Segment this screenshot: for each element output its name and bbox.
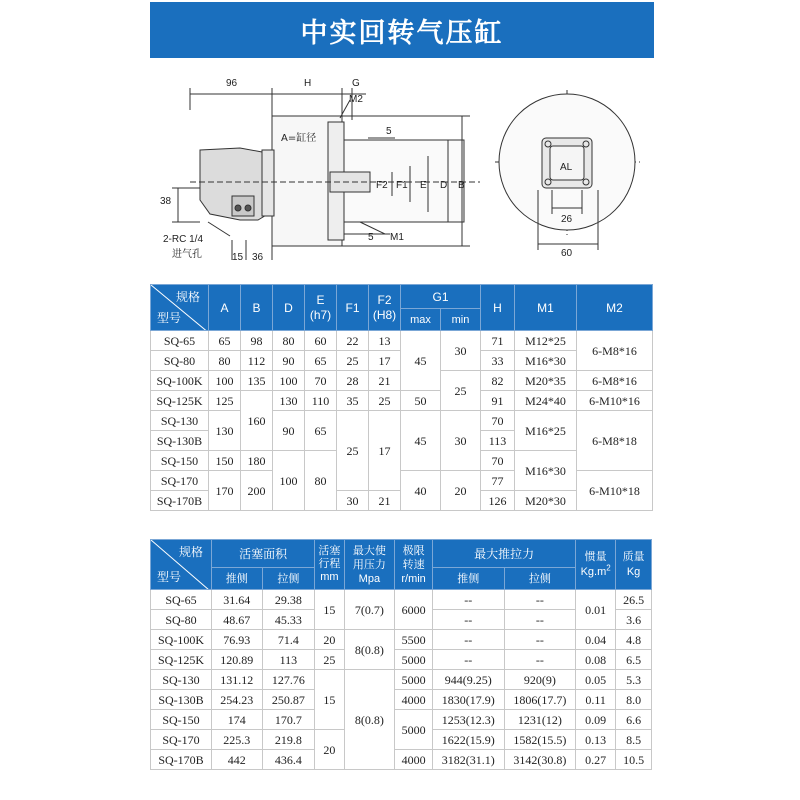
table-cell: 60: [305, 331, 337, 351]
table-cell: SQ-130: [151, 670, 212, 690]
table-cell: M16*30: [515, 451, 577, 491]
table-cell: SQ-80: [151, 351, 209, 371]
table-cell: 8.0: [616, 690, 652, 710]
table-cell: 15: [315, 670, 344, 730]
table-cell: M12*25: [515, 331, 577, 351]
table-cell: 5.3: [616, 670, 652, 690]
table-cell: --: [433, 590, 505, 610]
dim-36: 36: [252, 252, 264, 263]
table-cell: SQ-65: [151, 590, 212, 610]
table-cell: 70: [481, 411, 515, 431]
table-cell: 25: [369, 391, 401, 411]
table-cell: 30: [441, 331, 481, 371]
table-cell: 0.04: [576, 630, 616, 650]
table-cell: 110: [305, 391, 337, 411]
table-cell: --: [504, 650, 576, 670]
table-row: [151, 331, 653, 351]
col-G1-max: max: [401, 309, 441, 331]
table-cell: 76.93: [212, 630, 263, 650]
table-row: [151, 750, 652, 770]
table-cell: 80: [273, 331, 305, 351]
table-cell: 0.11: [576, 690, 616, 710]
table-cell: 1253(12.3): [433, 710, 505, 730]
table-cell: 48.67: [212, 610, 263, 630]
dim-M2: M2: [349, 94, 363, 105]
dim-D: D: [440, 180, 448, 191]
table-cell: 1231(12): [504, 710, 576, 730]
dim-96: 96: [226, 78, 238, 89]
table-cell: --: [433, 610, 505, 630]
table-cell: M20*30: [515, 491, 577, 511]
table2-corner: 规格 型号: [151, 540, 212, 590]
table-cell: 0.01: [576, 590, 616, 630]
table-row: [151, 411, 653, 431]
table-cell: 6-M10*16: [577, 391, 653, 411]
table-cell: SQ-170B: [151, 750, 212, 770]
col-M1: M1: [515, 285, 577, 331]
table-cell: 120.89: [212, 650, 263, 670]
table-cell: --: [433, 650, 505, 670]
table-cell: 33: [481, 351, 515, 371]
table-cell: --: [504, 590, 576, 610]
table-cell: 8(0.8): [344, 670, 395, 770]
table-cell: SQ-170: [151, 730, 212, 750]
table-cell: SQ-150: [151, 710, 212, 730]
table-cell: 442: [212, 750, 263, 770]
table-cell: 25: [337, 351, 369, 371]
dim-M1: M1: [390, 232, 404, 243]
col-G1-min: min: [441, 309, 481, 331]
table-row: [151, 710, 652, 730]
table-row: [151, 690, 652, 710]
table-cell: 225.3: [212, 730, 263, 750]
table-cell: 113: [262, 650, 315, 670]
table-cell: 40: [401, 471, 441, 511]
table-cell: 125: [209, 391, 241, 411]
table-cell: 126: [481, 491, 515, 511]
table-row: [151, 670, 652, 690]
table-cell: SQ-130B: [151, 690, 212, 710]
table-cell: 3182(31.1): [433, 750, 505, 770]
port-label: 2-RC 1/4: [163, 234, 204, 245]
table-cell: SQ-125K: [151, 650, 212, 670]
table-cell: 21: [369, 371, 401, 391]
table-cell: 4000: [395, 750, 433, 770]
col-area-pull: 拉侧: [262, 568, 315, 590]
table-cell: 127.76: [262, 670, 315, 690]
col-speed: 极限 转速 r/min: [395, 540, 433, 590]
dim-F1: F1: [396, 180, 408, 191]
col-piston-area: 活塞面积: [212, 540, 315, 568]
dim-G: G: [352, 78, 360, 89]
label-A: A=缸径: [281, 133, 317, 144]
table-cell: 28: [337, 371, 369, 391]
table-cell: 100: [273, 371, 305, 391]
table-cell: 17: [369, 351, 401, 371]
table-row: [151, 650, 652, 670]
table-cell: --: [504, 610, 576, 630]
dimension-table: [150, 284, 653, 511]
table-cell: 0.27: [576, 750, 616, 770]
table-cell: 25: [441, 371, 481, 411]
table-cell: 1806(17.7): [504, 690, 576, 710]
table-cell: --: [504, 630, 576, 650]
table-cell: 0.09: [576, 710, 616, 730]
dim-F2: F2: [376, 180, 388, 191]
table-row: [151, 391, 653, 411]
table-cell: SQ-170: [151, 471, 209, 491]
col-H: H: [481, 285, 515, 331]
col-A: A: [209, 285, 241, 331]
table-cell: 22: [337, 331, 369, 351]
col-force-push: 推侧: [433, 568, 505, 590]
table-cell: 77: [481, 471, 515, 491]
table-cell: 17: [369, 411, 401, 491]
table-cell: 6-M10*18: [577, 471, 653, 511]
table-cell: 4000: [395, 690, 433, 710]
table-cell: 91: [481, 391, 515, 411]
table-cell: 20: [315, 630, 344, 650]
table-cell: M16*30: [515, 351, 577, 371]
col-max-force: 最大推拉力: [433, 540, 576, 568]
table-cell: SQ-130: [151, 411, 209, 431]
dim-B: B: [458, 180, 465, 191]
dim-60: 60: [561, 248, 573, 259]
cylinder-drawing: [150, 60, 654, 282]
table-cell: 65: [209, 331, 241, 351]
table-cell: 1622(15.9): [433, 730, 505, 750]
table-cell: 35: [337, 391, 369, 411]
table-cell: 90: [273, 411, 305, 451]
table-cell: 135: [241, 371, 273, 391]
table-cell: 10.5: [616, 750, 652, 770]
table-cell: 30: [441, 411, 481, 471]
table-cell: 6.5: [616, 650, 652, 670]
table-cell: 30: [337, 491, 369, 511]
table-cell: 4.8: [616, 630, 652, 650]
table-cell: 920(9): [504, 670, 576, 690]
table-cell: 0.08: [576, 650, 616, 670]
table-cell: 25: [315, 650, 344, 670]
table-cell: 0.13: [576, 730, 616, 750]
table-cell: M16*25: [515, 411, 577, 451]
table-cell: 65: [305, 351, 337, 371]
table-cell: 170: [209, 471, 241, 511]
table-cell: 5000: [395, 670, 433, 690]
col-F2: F2 (H8): [369, 285, 401, 331]
table-cell: 5000: [395, 650, 433, 670]
table-cell: 6-M8*18: [577, 411, 653, 471]
table-cell: 160: [241, 391, 273, 451]
table-cell: SQ-150: [151, 451, 209, 471]
table-cell: 100: [209, 371, 241, 391]
table-cell: 80: [209, 351, 241, 371]
table-cell: 7(0.7): [344, 590, 395, 630]
table-cell: 29.38: [262, 590, 315, 610]
table-cell: 20: [315, 730, 344, 770]
table-cell: 6-M8*16: [577, 331, 653, 371]
table-cell: 71.4: [262, 630, 315, 650]
table-cell: 65: [305, 411, 337, 451]
port-label-cn: 进气孔: [172, 249, 202, 260]
table-cell: 6-M8*16: [577, 371, 653, 391]
dim-H: H: [304, 78, 312, 89]
table-cell: SQ-125K: [151, 391, 209, 411]
col-F1: F1: [337, 285, 369, 331]
table-cell: 70: [305, 371, 337, 391]
col-E: E (h7): [305, 285, 337, 331]
table-cell: 71: [481, 331, 515, 351]
col-force-pull: 拉侧: [504, 568, 576, 590]
table-cell: 100: [273, 451, 305, 511]
table-cell: 45.33: [262, 610, 315, 630]
table-cell: 174: [212, 710, 263, 730]
table-cell: 45: [401, 331, 441, 391]
dim-5b: 5: [368, 232, 374, 243]
table-cell: 15: [315, 590, 344, 630]
table-cell: 70: [481, 451, 515, 471]
table-cell: 80: [305, 451, 337, 511]
dim-E: E: [420, 180, 427, 191]
table-cell: 25: [337, 411, 369, 491]
table-cell: 13: [369, 331, 401, 351]
page-title: 中实回转气压缸: [150, 2, 654, 58]
table-cell: 180: [241, 451, 273, 471]
table-cell: --: [433, 630, 505, 650]
table-cell: 90: [273, 351, 305, 371]
dim-5a: 5: [386, 126, 392, 137]
table-cell: 0.05: [576, 670, 616, 690]
table-cell: 82: [481, 371, 515, 391]
table-cell: 113: [481, 431, 515, 451]
table-cell: 26.5: [616, 590, 652, 610]
table-cell: SQ-65: [151, 331, 209, 351]
table-row: [151, 471, 653, 491]
table-cell: SQ-100K: [151, 630, 212, 650]
table-cell: 219.8: [262, 730, 315, 750]
table-cell: 131.12: [212, 670, 263, 690]
table-cell: 254.23: [212, 690, 263, 710]
table-cell: 200: [241, 471, 273, 511]
table-cell: M24*40: [515, 391, 577, 411]
dim-15: 15: [232, 252, 244, 263]
label-AL: AL: [560, 162, 573, 173]
table-cell: 944(9.25): [433, 670, 505, 690]
table-cell: 31.64: [212, 590, 263, 610]
table-cell: 3.6: [616, 610, 652, 630]
col-M2: M2: [577, 285, 653, 331]
col-max-pressure: 最大使 用压力 Mpa: [344, 540, 395, 590]
table-cell: 150: [209, 451, 241, 471]
table-cell: 3142(30.8): [504, 750, 576, 770]
table-cell: 6000: [395, 590, 433, 630]
table-cell: 170.7: [262, 710, 315, 730]
dim-26: 26: [561, 214, 573, 225]
col-D: D: [273, 285, 305, 331]
table-cell: 1582(15.5): [504, 730, 576, 750]
col-inertia: 惯量 $Kg.m^2$: [576, 540, 616, 590]
table-cell: SQ-80: [151, 610, 212, 630]
table-cell: 130: [209, 411, 241, 451]
table-cell: 5500: [395, 630, 433, 650]
table-row: [151, 630, 652, 650]
table-cell: 98: [241, 331, 273, 351]
table-cell: 5000: [395, 710, 433, 750]
table-cell: 6.6: [616, 710, 652, 730]
col-stroke: 活塞 行程 mm: [315, 540, 344, 590]
table-cell: M20*35: [515, 371, 577, 391]
table-cell: SQ-130B: [151, 431, 209, 451]
table-cell: 250.87: [262, 690, 315, 710]
table-cell: 20: [441, 471, 481, 511]
table-cell: 21: [369, 491, 401, 511]
table-cell: 8.5: [616, 730, 652, 750]
col-G1: G1: [401, 285, 481, 309]
table-cell: 50: [401, 391, 441, 411]
col-mass: 质量 Kg: [616, 540, 652, 590]
dim-38: 38: [160, 196, 172, 207]
table-cell: 8(0.8): [344, 630, 395, 670]
table-cell: SQ-100K: [151, 371, 209, 391]
table-cell: 112: [241, 351, 273, 371]
table-row: [151, 590, 652, 610]
table-cell: 130: [273, 391, 305, 411]
col-area-push: 推侧: [212, 568, 263, 590]
col-B: B: [241, 285, 273, 331]
table-cell: 436.4: [262, 750, 315, 770]
table1-corner: 规格 型号: [151, 285, 209, 331]
performance-table: [150, 539, 652, 770]
table-cell: SQ-170B: [151, 491, 209, 511]
table-cell: 45: [401, 411, 441, 471]
table-cell: 1830(17.9): [433, 690, 505, 710]
